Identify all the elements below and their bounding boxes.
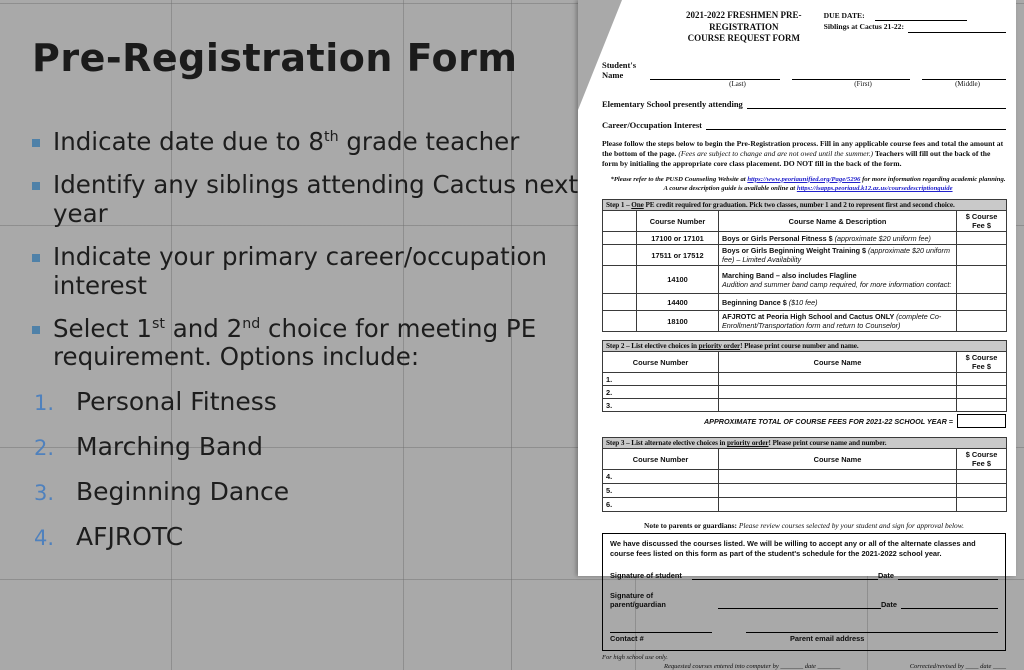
table-row: 1. xyxy=(603,373,1007,386)
date-label: Date xyxy=(877,571,894,581)
elementary-school-label: Elementary School presently attending xyxy=(602,99,743,110)
form-title: 2021-2022 FRESHMEN PRE-REGISTRATION COURSE REQUEST FORM xyxy=(686,10,802,44)
list-item xyxy=(34,477,580,506)
fee-cell xyxy=(957,266,1007,294)
parent-signature-row xyxy=(610,591,998,609)
list-label: Beginning Dance xyxy=(76,476,290,506)
fee-cell xyxy=(957,245,1007,266)
numbered-list xyxy=(34,387,580,551)
page-title: Pre-Registration Form xyxy=(32,36,518,80)
step3-table xyxy=(602,437,1007,512)
course-guide-link[interactable]: https://isapps.peoriaud.k12.az.us/coursedescriptionguide xyxy=(796,185,953,193)
course-name-cell xyxy=(719,484,957,498)
list-item xyxy=(34,522,580,551)
fee-cell xyxy=(957,373,1007,386)
course-name-cell xyxy=(719,498,957,512)
first-label: (First) xyxy=(854,80,872,89)
siblings-field xyxy=(908,24,1006,33)
date-label: Date xyxy=(880,600,897,610)
bullet-item xyxy=(32,243,580,300)
step2-column-headers: Course Number Course Name $ Course Fee $ xyxy=(603,352,1007,373)
name-sublabels xyxy=(602,80,1006,88)
bullet-item xyxy=(32,128,580,156)
fee-cell xyxy=(957,311,1007,332)
bullet-square-icon xyxy=(32,139,40,147)
student-name-label: Student's Name xyxy=(602,60,637,81)
fee-cell xyxy=(957,470,1007,484)
table-row: 6. xyxy=(603,498,1007,512)
agreement-statement: We have discussed the courses listed. We will be willing to accept any or all of the alternate classes and course fees listed on this form as part of the student's schedule for the 2021-2022 school year. xyxy=(610,539,976,559)
elementary-school-row xyxy=(602,99,1006,109)
step2-table xyxy=(602,340,1007,412)
table-row: 17511 or 17512 Boys or Girls Beginning Weight Training $ (approximate $20 uniform fee) – Limited Availability xyxy=(603,245,1007,266)
list-label: Marching Band xyxy=(76,431,263,461)
step1-column-headers xyxy=(603,211,1007,232)
student-signature-label: Signature of student xyxy=(610,571,682,581)
course-name-cell xyxy=(719,399,957,412)
choice-cell xyxy=(603,266,637,294)
parent-email-field xyxy=(746,623,998,633)
list-item xyxy=(34,432,580,461)
table-row: 4. xyxy=(603,470,1007,484)
middle-name-field xyxy=(922,70,1006,80)
bullet-list xyxy=(32,128,580,372)
parent-email-label: Parent email address xyxy=(790,634,865,644)
fee-cell xyxy=(957,232,1007,245)
signature-box xyxy=(602,533,1006,651)
table-row: 5. xyxy=(603,484,1007,498)
course-fee-header: $ Course Fee $ xyxy=(957,211,1007,232)
contact-label: Contact # xyxy=(610,634,644,644)
bullet-square-icon xyxy=(32,182,40,190)
first-name-field xyxy=(792,70,910,80)
instructions-paragraph: Please follow the steps below to begin the Pre-Registration process. Fill in any applicable course fees and total the amount at the bottom of the page. (Fees are subject to change and are not owed until the summer.) Teachers will fill out the back of the form by initialing the appropriate core class placement. DO NOT fill in the back of the form. xyxy=(602,139,1004,168)
bullet-text: Select 1st and 2nd choice for meeting PE requirement. Options include: xyxy=(53,314,537,372)
bullet-square-icon xyxy=(32,254,40,262)
parents-note: Note to parents or guardians: Please review courses selected by your student and sign for approval below. xyxy=(644,521,964,531)
course-name-cell xyxy=(719,386,957,399)
student-name-row xyxy=(602,60,1006,80)
bullet-item xyxy=(32,171,580,228)
step1-table xyxy=(602,199,1007,332)
date-field xyxy=(901,599,998,609)
fee-cell xyxy=(957,386,1007,399)
step2-header-bar: Step 2 – List elective choices in priority order! Please print course number and name. xyxy=(603,341,1007,352)
list-item xyxy=(34,387,580,416)
student-signature-field xyxy=(692,570,878,580)
list-number: 3. xyxy=(34,480,55,505)
middle-label: (Middle) xyxy=(955,80,980,89)
due-date-block xyxy=(824,10,1006,45)
list-label: Personal Fitness xyxy=(76,386,277,416)
form-content xyxy=(602,10,1006,670)
step1-header-bar: Step 1 – One PE credit required for graduation. Pick two classes, number 1 and 2 to represent first and second choice. xyxy=(603,200,1007,211)
bullet-square-icon xyxy=(32,326,40,334)
fee-cell xyxy=(957,484,1007,498)
form-document xyxy=(578,0,1016,670)
choice-cell xyxy=(603,294,637,311)
total-fees-field xyxy=(957,414,1006,428)
parent-signature-label: Signature of parent/guardian xyxy=(610,591,666,610)
date-field xyxy=(898,570,998,580)
bullet-text: Identify any siblings attending Cactus next year xyxy=(53,170,579,228)
career-interest-row xyxy=(602,120,1006,130)
bullet-item xyxy=(32,315,580,372)
table-row: 3. xyxy=(603,399,1007,412)
bullet-text: Indicate your primary career/occupation interest xyxy=(53,242,548,300)
fee-cell xyxy=(957,399,1007,412)
choice-cell xyxy=(603,311,637,332)
career-interest-field xyxy=(706,121,1006,130)
fee-cell xyxy=(957,498,1007,512)
total-fees-row xyxy=(602,414,1006,428)
choice-cell xyxy=(603,232,637,245)
contact-row xyxy=(610,623,998,643)
corrected-note: Corrected/revised by ____ date ____ xyxy=(909,663,1006,670)
siblings-label: Siblings at Cactus 21-22: xyxy=(823,22,904,32)
bullet-text: Indicate date due to 8th grade teacher xyxy=(53,127,520,156)
career-interest-label: Career/Occupation Interest xyxy=(602,120,703,131)
parent-signature-field xyxy=(718,599,881,609)
due-date-field xyxy=(875,12,967,21)
due-date-label: DUE DATE: xyxy=(823,11,865,20)
fee-cell xyxy=(957,294,1007,311)
last-name-field xyxy=(650,70,780,80)
course-name-header: Course Name & Description xyxy=(719,211,957,232)
choice-column xyxy=(603,211,637,232)
table-row: 17100 or 17101 Boys or Girls Personal Fitness $ (approximate $20 uniform fee) xyxy=(603,232,1007,245)
course-number-header: Course Number xyxy=(637,211,719,232)
total-fees-label: APPROXIMATE TOTAL OF COURSE FEES FOR 2021-22 SCHOOL YEAR = xyxy=(703,416,953,426)
course-name-cell xyxy=(719,470,957,484)
form-header xyxy=(602,10,1006,45)
contact-field xyxy=(610,623,712,633)
counseling-note: *Please refer to the PUSD Counseling Website at https://www.peoriaunified.org/Page/5296 for more information regarding academic planning. A course description guide is available online at https://isapps.peoriaud.k12.az.us/coursedescriptionguide xyxy=(610,175,1006,193)
list-number: 2. xyxy=(34,435,55,460)
step3-column-headers: Course Number Course Name $ Course Fee $ xyxy=(603,449,1007,470)
choice-cell xyxy=(603,245,637,266)
course-name-cell xyxy=(719,373,957,386)
requested-courses-note: Requested courses entered into computer by _______ date _______ xyxy=(664,663,841,670)
table-row: 18100 AFJROTC at Peoria High School and Cactus ONLY (complete Co-Enrollment/Transportation form and return to Counselor) xyxy=(603,311,1007,332)
table-row: 14100 Marching Band – also includes Flagline Audition and summer band camp required, for more information contact: xyxy=(603,266,1007,294)
step3-header-bar: Step 3 – List alternate elective choices in priority order! Please print course name and number. xyxy=(603,438,1007,449)
counseling-website-link[interactable]: https://www.peoriaunified.org/Page/5296 xyxy=(747,175,861,183)
last-label: (Last) xyxy=(729,80,746,89)
table-row: 2. xyxy=(603,386,1007,399)
table-row: 14400 Beginning Dance $ ($10 fee) xyxy=(603,294,1007,311)
elementary-school-field xyxy=(747,100,1006,109)
list-number: 4. xyxy=(34,525,55,550)
list-label: AFJROTC xyxy=(76,521,184,551)
slide-text-column xyxy=(32,36,580,567)
list-number: 1. xyxy=(34,390,55,415)
office-use-row xyxy=(602,663,1006,670)
student-signature-row xyxy=(610,570,998,580)
hs-use-note: For high school use only. xyxy=(602,654,668,662)
